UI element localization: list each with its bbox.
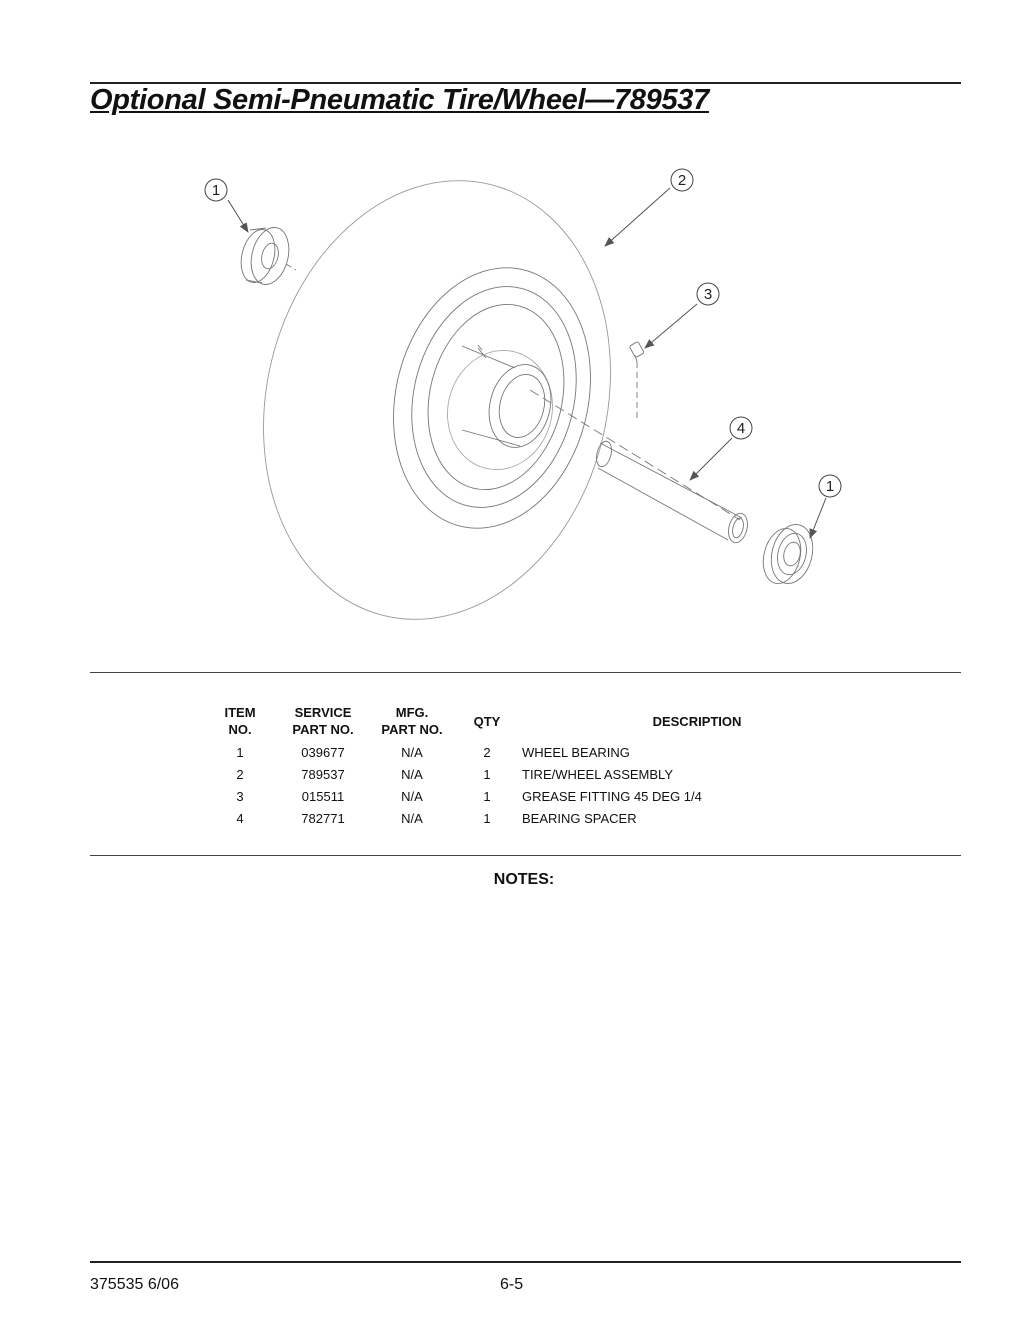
cell-mfg-part: N/A [401,811,423,826]
callout-4: 4 [736,420,746,437]
cell-qty: 1 [483,767,491,782]
cell-mfg-part: N/A [401,745,423,760]
callout-1-left: 1 [211,182,221,199]
footer-page-number: 6-5 [500,1276,524,1293]
tire-assembly [218,143,655,620]
bearing-left [236,224,295,289]
cell-item: 1 [236,745,244,760]
callout-2: 2 [677,172,687,189]
cell-qty: 2 [483,745,491,760]
header-item-no: ITEM NO. [224,705,256,737]
exploded-parts-diagram [0,140,1020,620]
header-description: DESCRIPTION [652,713,742,729]
table-row [196,808,882,830]
callout-3: 3 [703,286,713,303]
cell-qty: 1 [483,789,491,804]
page-title: Optional Semi-Pneumatic Tire/Wheel—789537 [90,84,709,116]
cell-description: GREASE FITTING 45 DEG 1/4 [522,789,702,804]
bearing-right [758,520,819,588]
cell-description: WHEEL BEARING [522,745,630,760]
cell-description: BEARING SPACER [522,811,637,826]
table-row [196,786,882,808]
cell-mfg-part: N/A [401,767,423,782]
callout-1-right: 1 [825,478,835,495]
notes-heading: NOTES: [493,871,555,888]
cell-service-part: 782771 [301,811,345,826]
footer-doc-number: 375535 6/06 [90,1276,179,1293]
parts-table-header [196,700,882,742]
footer-rule [90,1261,961,1263]
bearing-spacer [594,440,750,545]
header-mfg-part-no: MFG. PART NO. [381,705,443,737]
cell-item: 3 [236,789,244,804]
table-row [196,764,882,786]
cell-service-part: 015511 [301,789,345,804]
cell-qty: 1 [483,811,491,826]
grease-fitting [629,341,644,362]
parts-table [196,700,882,830]
table-row [196,742,882,764]
cell-item: 2 [236,767,244,782]
header-qty: QTY [473,713,501,729]
cell-mfg-part: N/A [401,789,423,804]
cell-service-part: 789537 [301,767,345,782]
table-top-rule [90,672,961,673]
cell-service-part: 039677 [301,745,345,760]
cell-item: 4 [236,811,244,826]
table-bottom-rule [90,855,961,856]
header-service-part-no: SERVICE PART NO. [292,705,354,737]
cell-description: TIRE/WHEEL ASSEMBLY [522,767,673,782]
